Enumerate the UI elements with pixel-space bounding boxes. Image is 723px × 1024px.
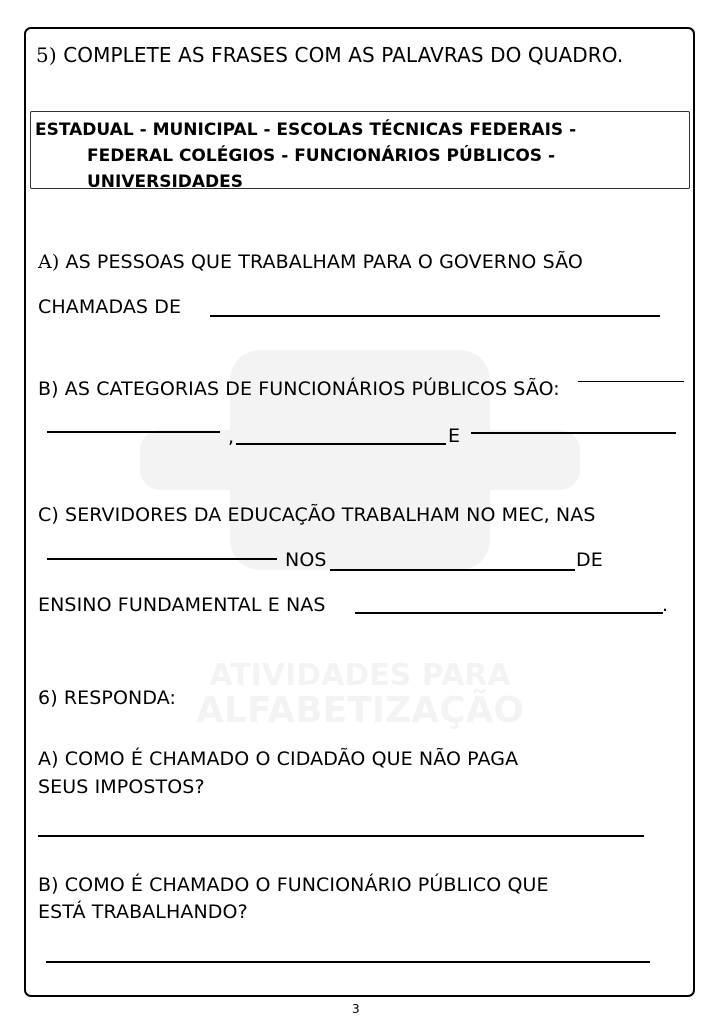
word-box-line1: ESTADUAL - MUNICIPAL - ESCOLAS TÉCNICAS FEDERAIS - — [35, 120, 577, 140]
q6b-answer-line[interactable] — [46, 961, 650, 963]
q6-number: 6) — [38, 687, 58, 709]
q6-heading — [38, 687, 176, 709]
q5b-e: E — [448, 425, 461, 447]
q6b-text: COMO É CHAMADO O FUNCIONÁRIO PÚBLICO QUE — [64, 874, 549, 896]
q5c-line1 — [38, 504, 595, 526]
q5c-period: . — [662, 594, 669, 616]
q6a-letter: A) — [38, 748, 59, 770]
q6-instruction: RESPONDA: — [63, 687, 176, 709]
q5b-comma: , — [228, 426, 235, 448]
q5a-text: AS PESSOAS QUE TRABALHAM PARA O GOVERNO SÃO — [65, 251, 583, 273]
q6a-line1 — [38, 748, 518, 770]
page-number: 3 — [352, 1002, 360, 1016]
q5b-letter: B) — [38, 378, 59, 400]
q5a-letter: A) — [38, 251, 60, 273]
q5c-answer-line-2[interactable] — [330, 569, 575, 571]
q5c-de: DE — [576, 549, 603, 571]
q5c-line3: ENSINO FUNDAMENTAL E NAS — [38, 594, 326, 616]
q5b-answer-line-3[interactable] — [471, 432, 676, 434]
q5b-line1 — [38, 378, 560, 400]
q6a-line2: SEUS IMPOSTOS? — [38, 776, 205, 798]
q5a-line1 — [38, 251, 583, 273]
q5c-answer-line-1[interactable] — [47, 558, 277, 560]
q5b-answer-line-2[interactable] — [236, 443, 446, 445]
q5c-answer-line-3[interactable] — [355, 612, 663, 614]
q6a-text: COMO É CHAMADO O CIDADÃO QUE NÃO PAGA — [64, 748, 519, 770]
q5b-top-line[interactable] — [578, 381, 684, 382]
q5b-text: AS CATEGORIAS DE FUNCIONÁRIOS PÚBLICOS SÃO: — [64, 378, 560, 400]
word-box-line2: FEDERAL COLÉGIOS - FUNCIONÁRIOS PÚBLICOS - — [87, 146, 556, 166]
q5-heading — [36, 43, 623, 67]
q6b-letter: B) — [38, 874, 59, 896]
q5-instruction: COMPLETE AS FRASES COM AS PALAVRAS DO QUADRO. — [63, 43, 624, 67]
q5c-nos: NOS — [285, 549, 327, 571]
q6a-answer-line[interactable] — [38, 835, 644, 837]
q6b-line2: ESTÁ TRABALHANDO? — [38, 901, 248, 923]
q6b-line1 — [38, 874, 549, 896]
q5c-text: SERVIDORES DA EDUCAÇÃO TRABALHAM NO MEC, NAS — [65, 504, 596, 526]
q5b-answer-line-1[interactable] — [47, 431, 220, 433]
q5-number: 5) — [36, 43, 57, 67]
q5a-answer-line[interactable] — [210, 315, 660, 317]
q5a-line2: CHAMADAS DE — [38, 296, 182, 318]
q5c-letter: C) — [38, 504, 59, 526]
word-box-line3: UNIVERSIDADES — [87, 172, 244, 192]
